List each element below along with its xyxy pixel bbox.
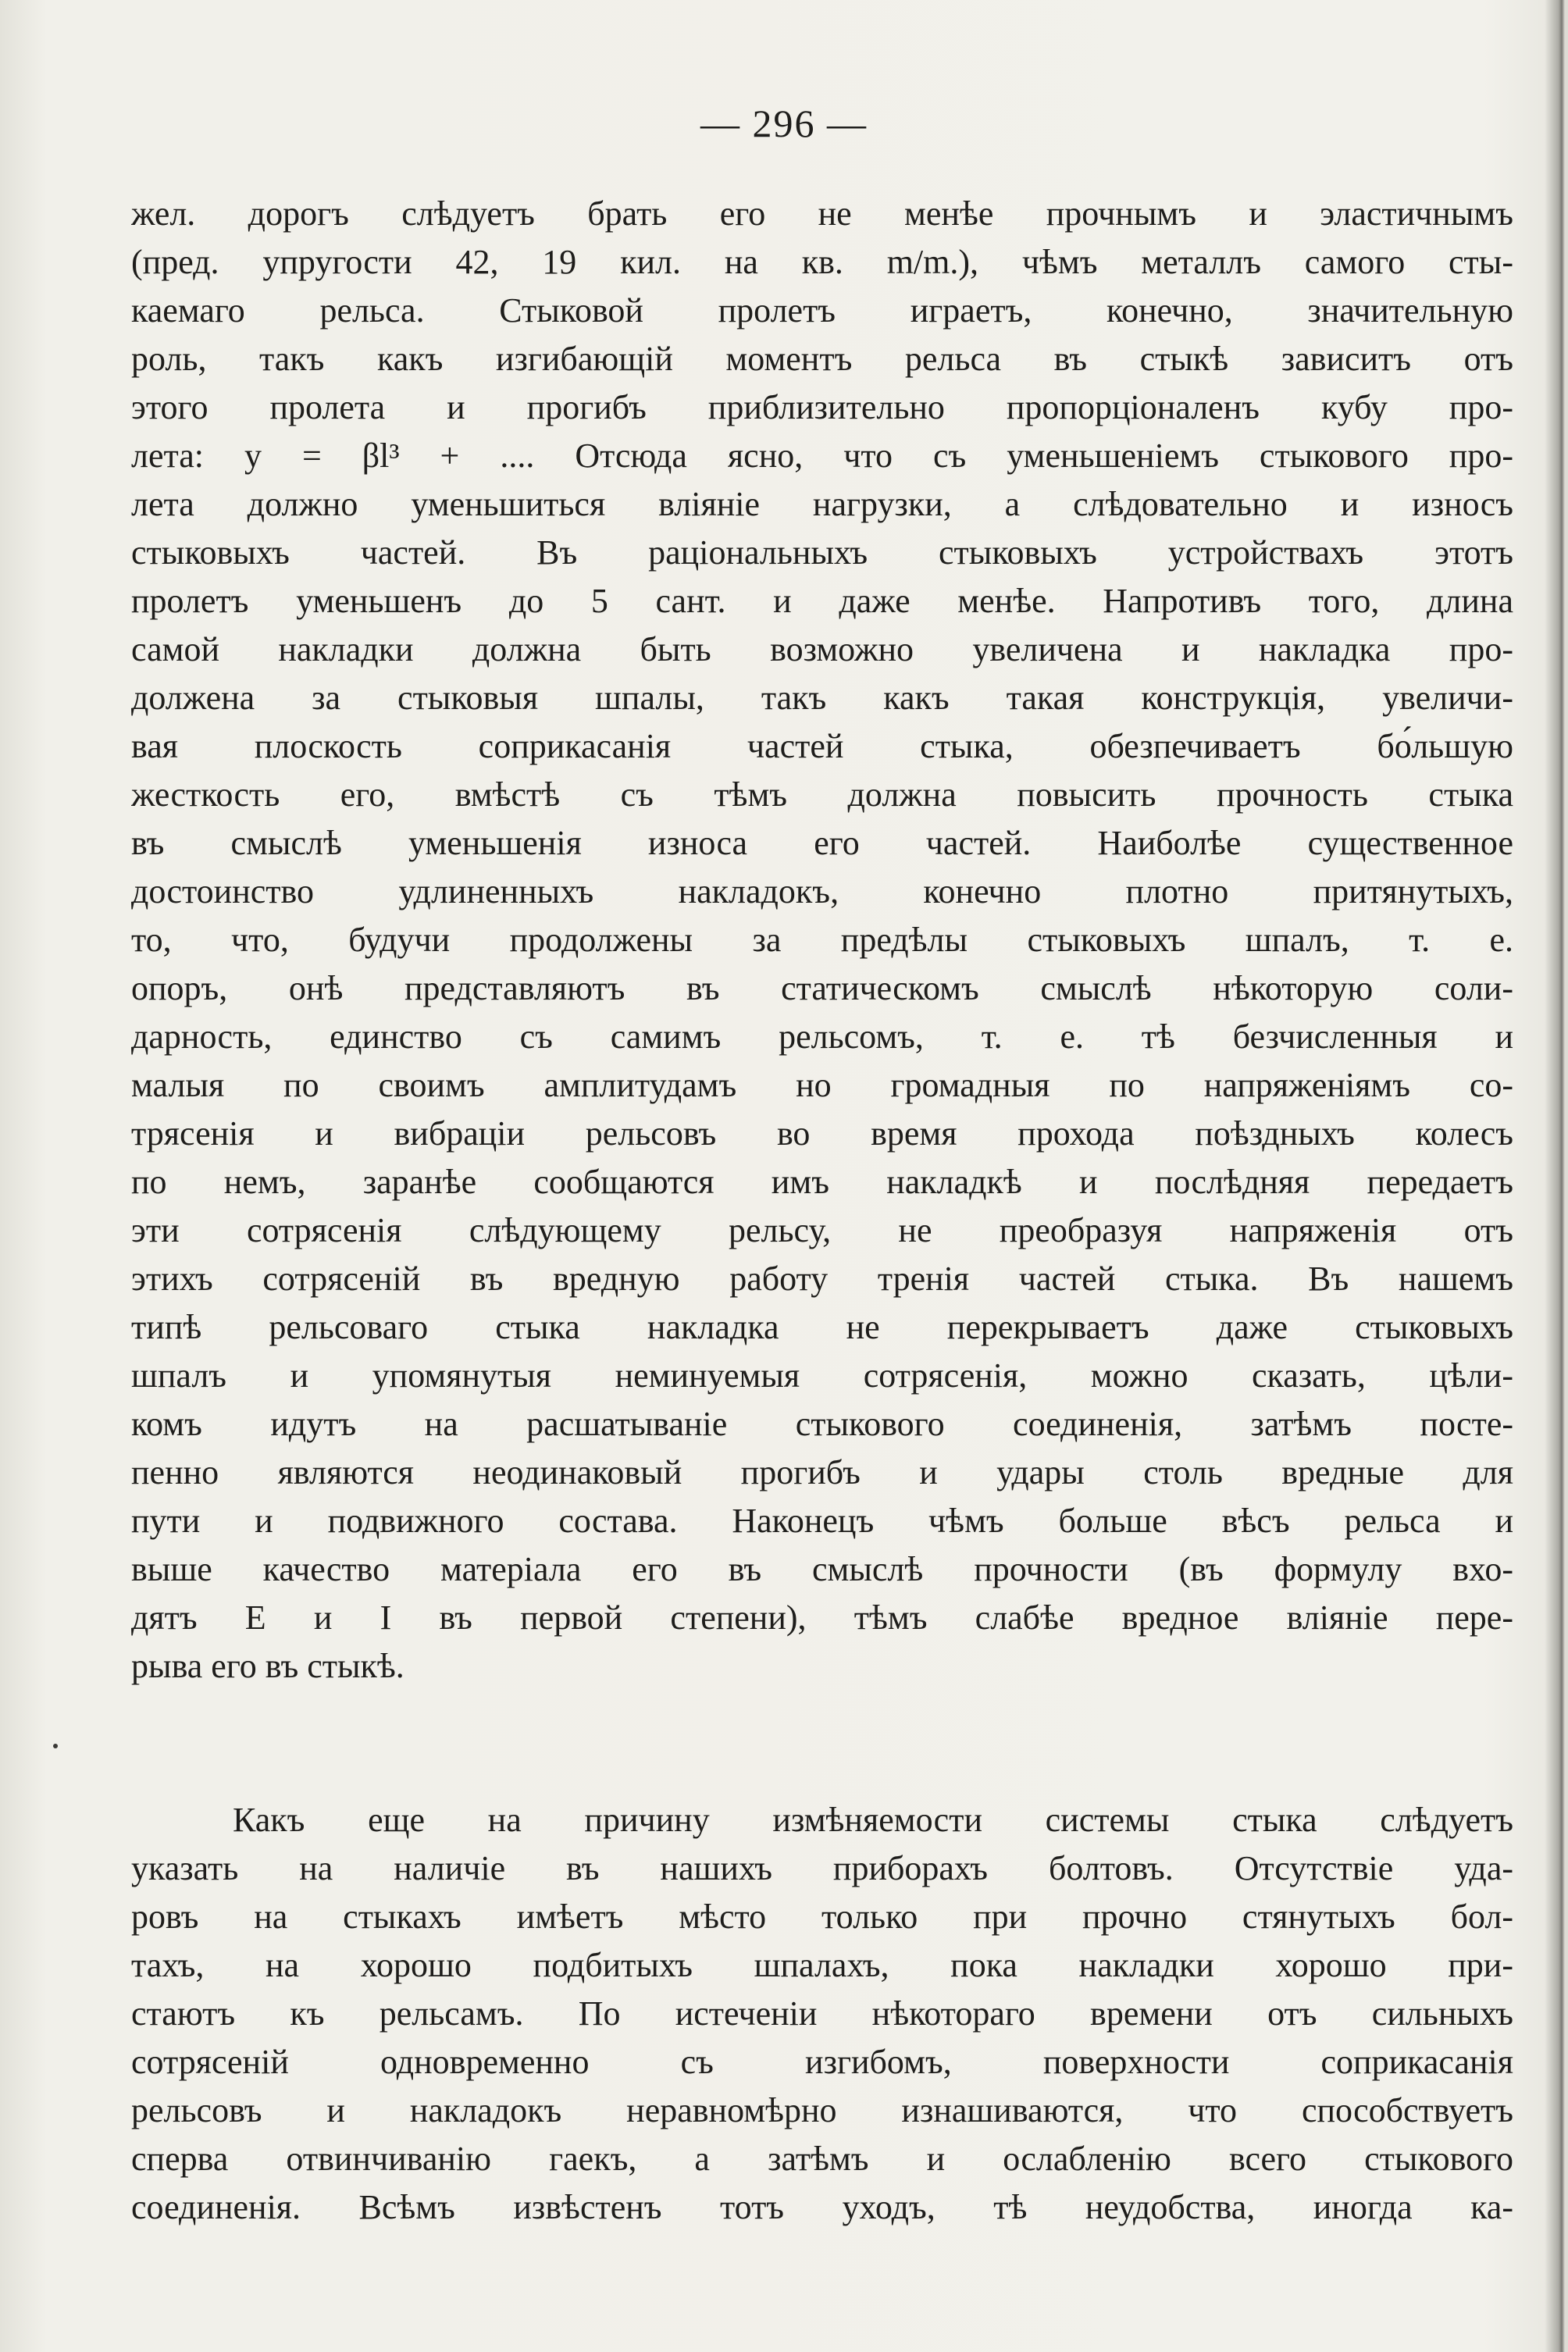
text-line: стаютъ къ рельсамъ. По истеченіи нѣкотораго времени отъ сильныхъ xyxy=(131,1994,1513,2033)
text-line: роль, такъ какъ изгибающій моментъ рельса въ стыкѣ зависитъ отъ xyxy=(131,340,1513,378)
text-line: лета: y = βl³ + .... Отсюда ясно, что съ уменьшеніемъ стыкового про- xyxy=(131,437,1513,475)
text-line: типѣ рельсоваго стыка накладка не перекрываетъ даже стыковыхъ xyxy=(131,1308,1513,1346)
text-line: этихъ сотрясеній въ вредную работу тренія частей стыка. Въ нашемъ xyxy=(131,1260,1513,1298)
text-line: пенно являются неодинаковый прогибъ и удары столь вредные для xyxy=(131,1453,1513,1491)
text-line: по немъ, заранѣе сообщаются имъ накладкѣ и послѣдняя передаетъ xyxy=(131,1163,1513,1201)
print-speck xyxy=(53,1744,58,1748)
text-line: тахъ, на хорошо подбитыхъ шпалахъ, пока накладки хорошо при- xyxy=(131,1946,1513,1984)
text-line: рыва его въ стыкѣ. xyxy=(131,1647,404,1685)
text-line: соединенія. Всѣмъ извѣстенъ тотъ уходъ, тѣ неудобства, иногда ка- xyxy=(131,2188,1513,2226)
text-line: стыковыхъ частей. Въ раціональныхъ стыковыхъ устройствахъ этотъ xyxy=(131,533,1513,572)
text-line: то, что, будучи продолжены за предѣлы стыковыхъ шпалъ, т. е. xyxy=(131,921,1513,959)
paragraph-1 xyxy=(131,190,1513,1691)
text-line: этого пролета и прогибъ приблизительно пропорціоналенъ кубу про- xyxy=(131,388,1513,426)
text-line: дарность, единство съ самимъ рельсомъ, т. е. тѣ безчисленныя и xyxy=(131,1017,1513,1056)
text-line: должена за стыковыя шпалы, такъ какъ такая конструкція, увеличи- xyxy=(131,679,1513,717)
text-line: трясенія и вибраціи рельсовъ во время прохода поѣздныхъ колесъ xyxy=(131,1114,1513,1153)
text-line: достоинство удлиненныхъ накладокъ, конечно плотно притянутыхъ, xyxy=(131,872,1513,911)
text-line: сперва отвинчиванію гаекъ, а затѣмъ и ослабленію всего стыкового xyxy=(131,2140,1513,2178)
text-line: дятъ E и I въ первой степени), тѣмъ слабѣе вредное вліяніе пере- xyxy=(131,1598,1513,1637)
text-line: пути и подвижного состава. Наконецъ чѣмъ больше вѣсъ рельса и xyxy=(131,1502,1513,1540)
text-line: ровъ на стыкахъ имѣетъ мѣсто только при прочно стянутыхъ бол- xyxy=(131,1898,1513,1936)
text-line: указать на наличіе въ нашихъ приборахъ болтовъ. Отсутствіе уда- xyxy=(131,1849,1513,1887)
page-binding-edge xyxy=(1545,0,1568,2352)
text-line: лета должно уменьшиться вліяніе нагрузки, а слѣдовательно и износъ xyxy=(131,485,1513,523)
page-number: — 296 — xyxy=(700,102,868,145)
text-line: въ смыслѣ уменьшенія износа его частей. Наиболѣе существенное xyxy=(131,824,1513,862)
text-line: шпалъ и упомянутыя неминуемыя сотрясенія, можно сказать, цѣли- xyxy=(131,1356,1513,1395)
text-line: комъ идутъ на расшатываніе стыкового соединенія, затѣмъ посте- xyxy=(131,1405,1513,1443)
text-line: жел. дорогъ слѣдуетъ брать его не менѣе прочнымъ и эластичнымъ xyxy=(131,194,1513,233)
paragraph-2 xyxy=(131,1796,1513,2232)
text-line: самой накладки должна быть возможно увеличена и накладка про- xyxy=(131,630,1513,668)
text-line: пролетъ уменьшенъ до 5 сант. и даже менѣе. Напротивъ того, длина xyxy=(131,582,1513,620)
text-line: рельсовъ и накладокъ неравномѣрно изнашиваются, что способствуетъ xyxy=(131,2091,1513,2129)
text-line: каемаго рельса. Стыковой пролетъ играетъ, конечно, значительную xyxy=(131,291,1513,330)
text-line: Какъ еще на причину измѣняемости системы стыка слѣдуетъ xyxy=(233,1801,1513,1839)
text-line: вая плоскость соприкасанія частей стыка, обезпечиваетъ бо́льшую xyxy=(131,727,1513,765)
text-line: эти сотрясенія слѣдующему рельсу, не преобразуя напряженія отъ xyxy=(131,1211,1513,1249)
text-line: жесткость его, вмѣстѣ съ тѣмъ должна повысить прочность стыка xyxy=(131,775,1513,814)
text-line: опоръ, онѣ представляютъ въ статическомъ смыслѣ нѣкоторую соли- xyxy=(131,969,1513,1007)
text-line: выше качество матеріала его въ смыслѣ прочности (въ формулу вхо- xyxy=(131,1550,1513,1588)
text-line: малыя по своимъ амплитудамъ но громадныя по напряженіямъ со- xyxy=(131,1066,1513,1104)
text-line: (пред. упругости 42, 19 кил. на кв. m/m.), чѣмъ металлъ самого сты- xyxy=(131,243,1513,281)
text-line: сотрясеній одновременно съ изгибомъ, поверхности соприкасанія xyxy=(131,2043,1513,2081)
